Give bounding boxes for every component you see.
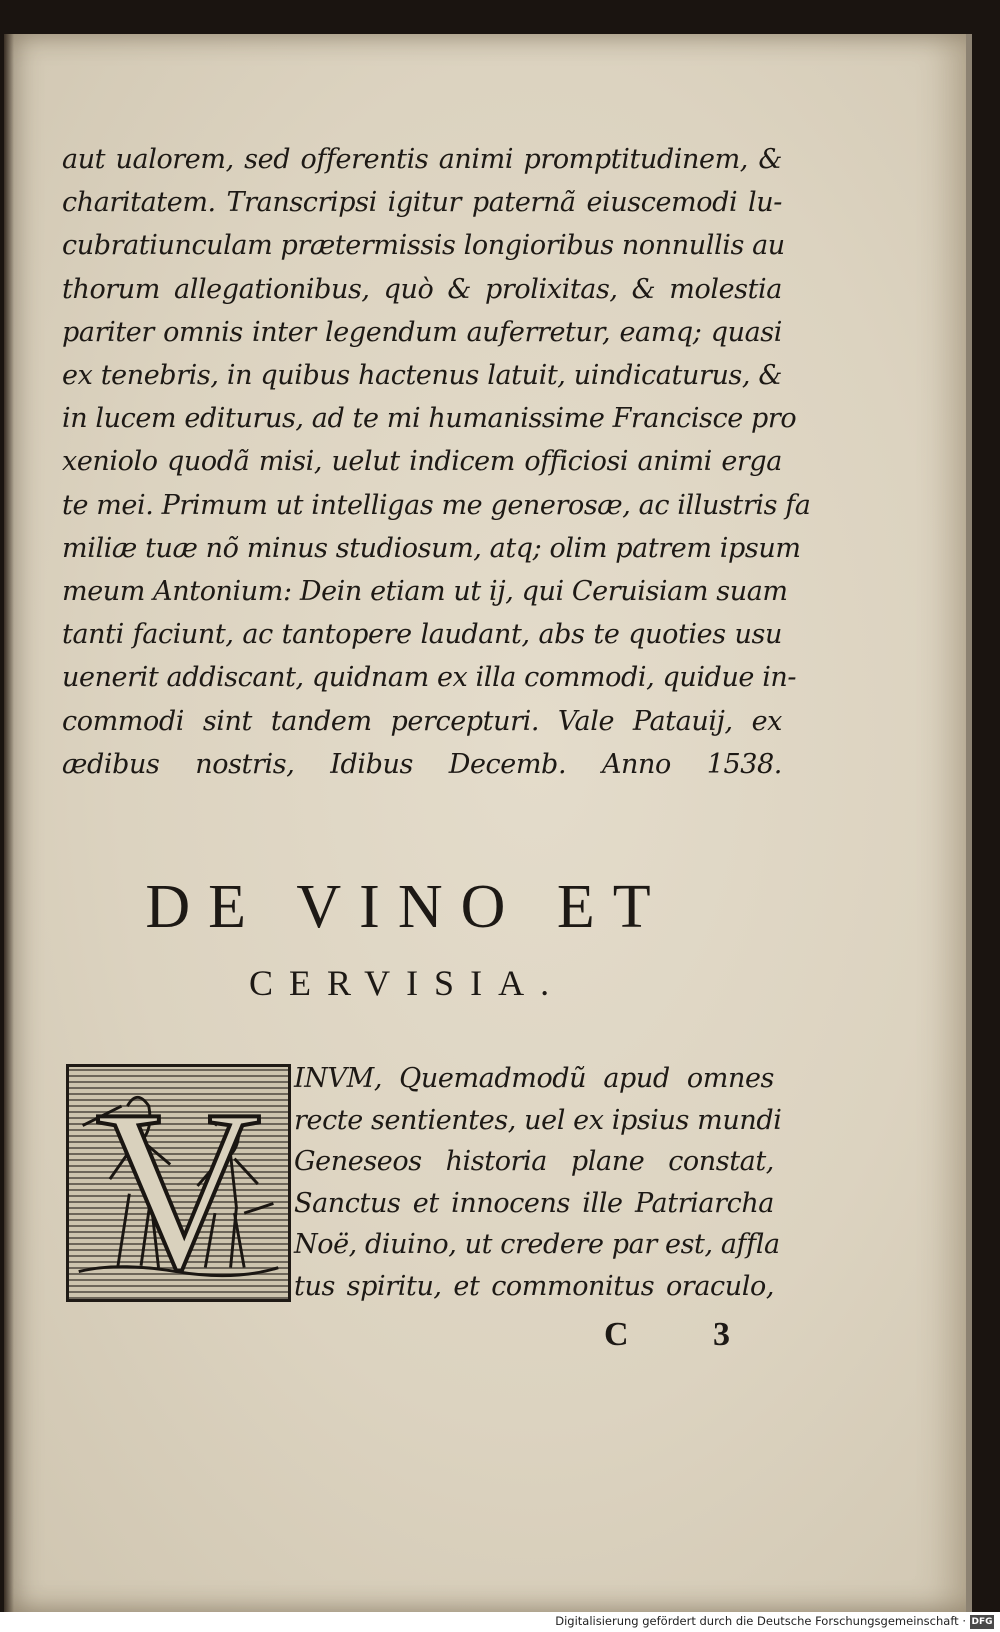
chapter-opening-text [294, 1058, 782, 1307]
text-line: INVM, Quemadmodũ apud omnes [294, 1063, 774, 1094]
digitization-footer [0, 1612, 1000, 1632]
text-line: recte sentientes, uel ex ipsius mundi [294, 1104, 782, 1136]
text-line: Noë, diuino, ut credere par est, affla [294, 1229, 780, 1260]
dedication-text [62, 138, 811, 786]
text-line: miliæ tuæ nõ minus studiosum, atq; olim patrem ipsum [62, 532, 801, 564]
text-line: aut ualorem, sed offerentis animi promptitudinem, & [62, 144, 782, 175]
signature-mark: C 3 [604, 1316, 769, 1353]
text-line: thorum allegationibus, quò & prolixitas, & molestia [62, 273, 782, 305]
text-line: ædibus nostris, Idibus Decemb. Anno 1538. [62, 748, 782, 780]
text-line: ex tenebris, in quibus hactenus latuit, uindicaturus, & [62, 360, 782, 392]
text-line: charitatem. Transcripsi igitur paternã eiuscemodi lu- [62, 187, 782, 219]
text-line: uenerit addiscant, quidnam ex illa commodi, quidue in- [62, 662, 797, 694]
decorated-initial-letter: V [95, 1062, 262, 1317]
text-line: Sanctus et innocens ille Patriarcha [294, 1187, 774, 1219]
chapter-subtitle: CERVISIA. [248, 963, 566, 1003]
text-line: xeniolo quodã misi, uelut indicem officiosi animi erga [62, 446, 782, 478]
chapter-title: DE VINO ET [145, 873, 669, 941]
text-line: meum Antonium: Dein etiam ut ij, qui Ceruisiam suam [62, 576, 788, 608]
book-page [4, 34, 972, 1612]
text-line: pariter omnis inter legendum auferretur, eamq; quasi [62, 316, 782, 348]
text-line: in lucem editurus, ad te mi humanissime Francisce pro [62, 403, 797, 435]
text-line: Geneseos historia plane constat, [294, 1146, 774, 1177]
text-line: cubratiunculam prætermissis longioribus nonnullis au [62, 230, 785, 262]
funding-notice: Digitalisierung gefördert durch die Deutsche Forschungsgemeinschaft · [555, 1614, 966, 1628]
text-line: tus spiritu, et commonitus oraculo, [294, 1270, 774, 1302]
dfg-logo-icon: DFG [971, 1617, 993, 1627]
text-line: te mei. Primum ut intelligas me generosæ, ac illustris fa [62, 489, 811, 521]
text-line: tanti faciunt, ac tantopere laudant, abs te quoties usu [62, 619, 782, 651]
text-line: commodi sint tandem percepturi. Vale Patauij, ex [62, 705, 782, 737]
woodcut-initial [66, 1062, 291, 1317]
